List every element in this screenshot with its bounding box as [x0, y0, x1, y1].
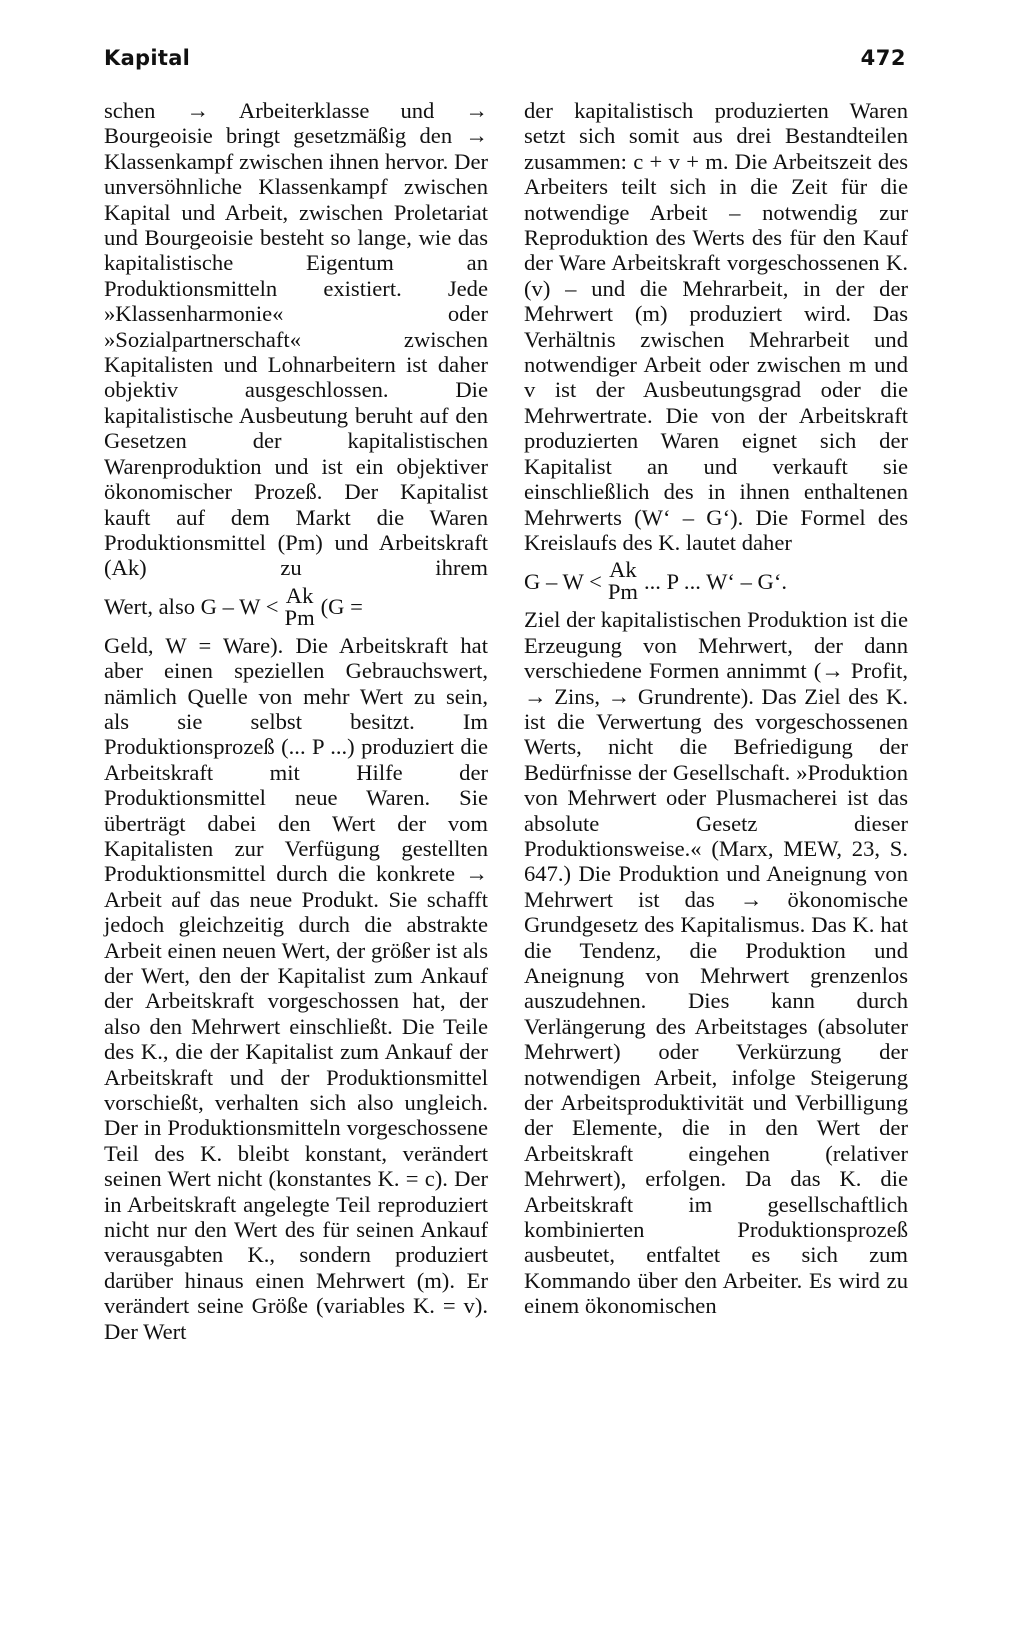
page-header — [104, 46, 906, 86]
left-formula — [104, 581, 488, 633]
right-paragraph-1: der kapitalistisch produzierten Waren setzt sich somit aus drei Bestandteilen zusammen: c + v + m. Die Arbeitszeit des Arbeiters teilt sich in die Zeit für die notwendige Arbeit – notwendig zur Reproduktion des Werts des für den Kauf der Ware Arbeitskraft vorgeschossenen K. (v) – und die Mehrarbeit, in der der Mehrwert (m) produziert wird. Das Verhältnis zwischen Mehrarbeit und notwendiger Arbeit oder zwischen m und v ist der Ausbeutungsgrad oder die Mehrwertrate. Die von der Arbeitskraft produzierten Waren eignet sich der Kapitalist an und verkauft sie einschließlich des in ihnen enthaltenen Mehrwerts (W‘ – G‘). Die Formel des Kreislaufs des K. lautet daher — [524, 98, 908, 555]
left-formula-bottom: Pm — [284, 604, 315, 630]
right-formula-fraction — [608, 559, 638, 603]
left-formula-suffix: (G = — [320, 594, 363, 620]
right-formula-bottom: Pm — [607, 579, 638, 605]
left-paragraph-2: Geld, W = Ware). Die Arbeitskraft hat aber einen speziellen Gebrauchswert, nämlich Quelle von mehr Wert zu sein, als sie selbst besitzt. Im Produktionsprozeß (... P ...) produziert die Arbeitskraft mit Hilfe der Produktionsmittel neue Waren. Sie überträgt dabei den Wert der vom Kapitalisten zur Verfügung gestellten Produktionsmittel durch die konkrete → Arbeit auf das neue Produkt. Sie schafft jedoch gleichzeitig durch die abstrakte Arbeit einen neuen Wert, der größer ist als der Wert, den der Kapitalist zum Ankauf der Arbeitskraft vorgeschossen hat, der also den Mehrwert einschließt. Die Teile des K., die der Kapitalist zum Ankauf der Arbeitskraft und der Produktionsmittel vorschießt, verhalten sich also ungleich. Der in Produktionsmitteln vorgeschossene Teil des K. bleibt konstant, verändert seinen Wert nicht (konstantes K. = c). Der in Arbeitskraft angelegte Teil reproduziert nicht nur den Wert des für seinen Ankauf verausgabten K., sondern produziert darüber hinaus einen Mehrwert (m). Er verändert seine Größe (variables K. = v). Der Wert — [104, 632, 488, 1344]
left-paragraph-1: schen → Arbeiterklasse und → Bourgeoisie bringt gesetzmäßig den → Klassenkampf zwischen ihnen hervor. Der unversöhnliche Klassenkampf zwischen Kapital und Arbeit, zwischen Proletariat und Bourgeoisie besteht so lange, wie das kapitalistische Eigentum an Produktionsmitteln existiert. Jede »Klassenharmonie« oder »Sozialpartnerschaft« zwischen Kapitalisten und Lohnarbeitern ist daher objektiv ausgeschlossen. Die kapitalistische Ausbeutung beruht auf den Gesetzen der kapitalistischen Warenproduktion und ist ein objektiver ökonomischer Prozeß. Der Kapitalist kauft auf dem Markt die Waren Produktionsmittel (Pm) und Arbeitskraft (Ak) zu ihrem — [104, 98, 488, 581]
right-formula-suffix: ... P ... W‘ – G‘. — [643, 568, 788, 594]
left-formula-prefix: Wert, also G – W < — [104, 594, 279, 620]
right-formula-top: Ak — [609, 557, 637, 583]
left-formula-fraction — [284, 582, 315, 630]
right-paragraph-2: Ziel der kapitalistischen Produktion ist die Erzeugung von Mehrwert, der dann verschiedene Formen annimmt (→ Profit, → Zins, → Grundrente). Das Ziel des K. ist die Verwertung des vorgeschossenen Werts, nicht die Befriedigung der Bedürfnisse der Gesellschaft. »Produktion von Mehrwert oder Plusmacherei ist das absolute Gesetz dieser Produktionsweise.« (Marx, MEW, 23, S. 647.) Die Produktion und Aneignung von Mehrwert ist das → ökonomische Grundgesetz des Kapitalismus. Das K. hat die Tendenz, die Produktion und Aneignung von Mehrwert grenzenlos auszudehnen. Dies kann durch Verlängerung des Arbeitstages (absoluter Mehrwert) oder Verkürzung der notwendigen Arbeit, infolge Steigerung der Arbeitsproduktivität und Verbilligung der Elemente, die in den Wert der Arbeitskraft eingehen (relativer Mehrwert), erfolgen. Da das K. die Arbeitskraft im gesellschaftlich kombinierten Produktionsprozeß ausbeutet, entfaltet es sich zum Kommando über den Arbeiter. Es wird zu einem ökonomischen — [524, 607, 908, 1319]
right-formula — [524, 555, 908, 607]
left-column — [104, 98, 488, 1344]
right-formula-prefix: G – W < — [524, 568, 602, 594]
right-column — [524, 98, 908, 1319]
entry-title: Kapital — [104, 46, 191, 70]
left-formula-top: Ak — [285, 582, 314, 608]
page-number: 472 — [860, 46, 906, 70]
